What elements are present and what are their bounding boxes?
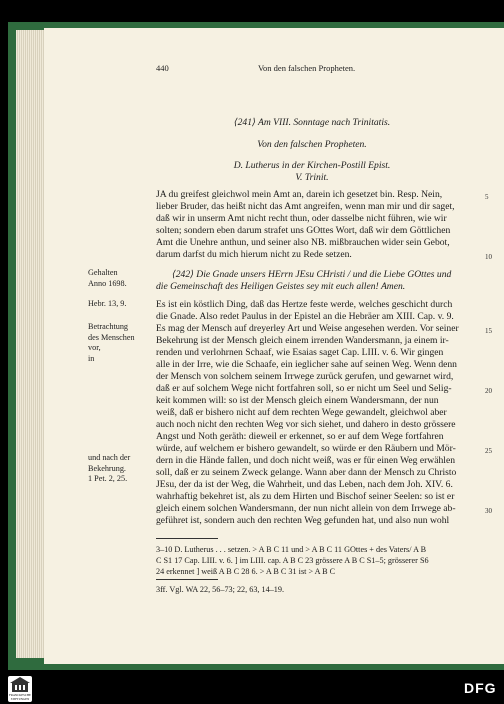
body-line: auch noch nicht den rechten Weg vor sich siehet, und dahero in desto grössere [156, 419, 456, 430]
page-edges [16, 30, 44, 658]
sermon-heading: ⟨242⟩ Die Gnade unsers HErrn JEsu CHristi / und die Liebe GOttes und [172, 269, 452, 280]
body-line: der Mensch von solchem seinem Irrwege zurück gerufen, und gewarnet wird, [156, 371, 454, 382]
reference-line: 3ff. Vgl. WA 22, 56–73; 22, 63, 14–19. [156, 585, 285, 594]
line-number: 20 [485, 387, 492, 395]
body-line: keit kommen will: so ist der Mensch gleich einem Wandersmann, der nun [156, 395, 439, 406]
apparatus-line: 3–10 D. Lutherus . . . setzen. > A B C 11 und > A B C 11 GOttes + des Vaters/ A B [156, 545, 427, 554]
apparatus-line: 24 erkennet ] weiß A B C 28 6. > A B C 31 ist > A B C [156, 567, 336, 576]
body-line: gleich einem solchen Wandersmann, der nun nicht allein von dem Irrwege ab- [156, 503, 456, 514]
body-line: Es ist ein köstlich Ding, daß das Hertze feste werde, welches geschicht durch [156, 299, 453, 310]
dfg-logo: DFG [464, 680, 497, 696]
margin-note-gehalten: Gehalten Anno 1698. [88, 268, 127, 288]
sermon-heading: die Gemeinschaft des Heiligen Geistes sey mit euch allen! Amen. [156, 281, 406, 292]
margin-note-hebr: Hebr. 13, 9. [88, 299, 127, 308]
margin-note-betrachtung: Betrachtung des Menschen vor, in [88, 322, 135, 363]
body-line: darum darfst du mich hierum nicht zu Rede setzen. [156, 249, 352, 260]
body-line: lieber Bruder, das heißt nicht das Amt angreifen, wenn man mir und dir saget, [156, 201, 455, 212]
body-line: weiß, daß er bishero nicht auf dem rechten Wege gewandelt, gleichwol aber [156, 407, 447, 418]
apparatus-line: C S1 17 Cap. LIII. v. 6. ] im LIII. cap. A B C 23 grössere A B C S1–5; grösserer S6 [156, 556, 429, 565]
section-heading: ⟨241⟩ Am VIII. Sonntage nach Trinitatis. [233, 117, 391, 128]
line-number: 25 [485, 447, 492, 455]
footnote-rule [156, 579, 218, 580]
body-line: JEsu, der da ist der Weg, die Wahrheit, und das Leben, nach dem Joh. XIV. 6. [156, 479, 453, 490]
viewer-footer [0, 670, 504, 704]
body-line: solten; sondern eben darum strafet uns GOttes Wort, daß wir dem Göttlichen [156, 225, 451, 236]
body-line: renden und verlohrnen Schaaf, wie Esaias saget Cap. LIII. v. 6. Wir gingen [156, 347, 444, 358]
body-line: Bekehrung ist der Mensch gleich einem irrenden Wandersmann, ja einem ir- [156, 335, 449, 346]
section-subtitle: Von den falschen Propheten. [257, 139, 367, 150]
body-line: würde, auf welchem er bishero gewandelt, so würde er den Räubern und Mör- [156, 443, 456, 454]
line-number: 30 [485, 507, 492, 515]
body-line: geführet ist, sondern auch den rechten Weg gefunden hat, und also nun wohl [156, 515, 450, 526]
body-line: die Gnade. Also redet Paulus in der Epistel an die Hebräer am XIII. Cap. v. 9. [156, 311, 454, 322]
footnote-rule [156, 538, 218, 539]
body-line: Angst und Noth geräth: dieweil er erkennet, so er auf dem Wege fortfahren [156, 431, 444, 442]
source-line-2: V. Trinit. [295, 172, 329, 183]
line-number: 5 [485, 193, 489, 201]
body-line: soll, daß er zu seinem Zweck gelange. Wann aber dann der Mensch zu Christo [156, 467, 457, 478]
source-line: D. Lutherus in der Kirchen-Postill Epist. [233, 160, 391, 171]
margin-note-nach: und nach der Bekehrung. 1 Pet. 2, 25. [88, 453, 131, 483]
body-line: JA du greifest gleichwol mein Amt an, darein ich gesetzet bin. Resp. Nein, [156, 189, 443, 200]
body-line: Es mag der Mensch auf dreyerley Art und Weise angesehen werden. Vor seiner [156, 323, 459, 334]
body-line: dern in die Hände fallen, und doch nicht weiß, was er für einen Weg erwählen [156, 455, 456, 466]
body-line: alle in der Irre, wie die Schaafe, ein ieglicher sahe auf seinen Weg. Wenn denn [156, 359, 457, 370]
body-line: wahrhaftig bekehret ist, als zu dem Hirten und Bischof seiner Seelen: so ist er [156, 491, 455, 502]
body-line: daß wir in unserm Amt nicht recht thun, oder dasselbe nicht führen, wie wir [156, 213, 447, 224]
library-emblem-icon [8, 676, 32, 694]
line-number: 15 [485, 327, 492, 335]
body-line: Amt die Unehre anthun, und seiner also NB. mißbrauchen wider sein Gebot, [156, 237, 450, 248]
body-line: daß er auf solchem Wege nicht fortfahren soll, so er nicht um Seel und Selig- [156, 383, 452, 394]
line-number: 10 [485, 253, 492, 261]
running-title: Von den falschen Propheten. [258, 63, 356, 73]
page-number: 440 [156, 63, 169, 73]
library-logo: FRANCKESCHE STIFTUNGEN [8, 676, 32, 702]
